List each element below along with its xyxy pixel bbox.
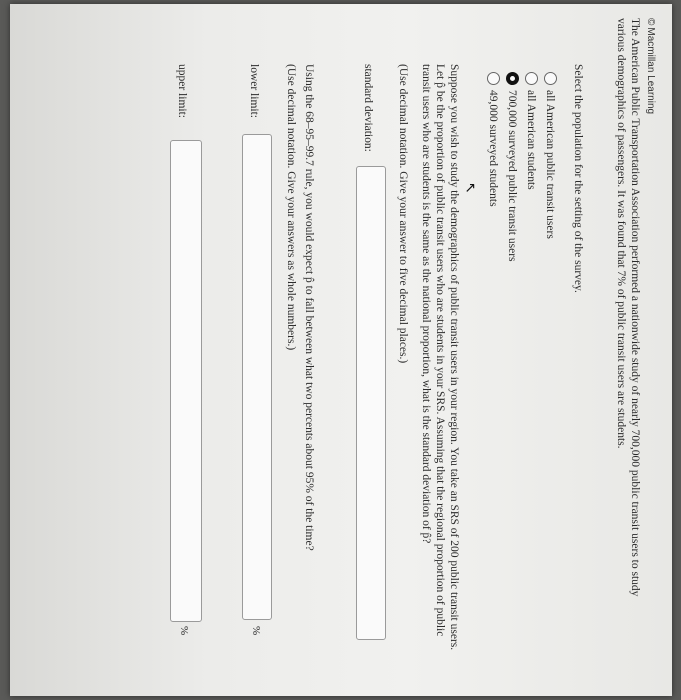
- upper-limit-label: upper limit:: [176, 64, 188, 118]
- sd-line-2: Let p̂ be the proportion of public transit users who are students in your SRS. Assuming that the regional proportion of public: [434, 64, 446, 637]
- lower-limit-input[interactable]: [242, 134, 272, 620]
- option-all-american-students[interactable]: [524, 90, 538, 190]
- photographed-screen: [10, 4, 672, 696]
- option-700000-surveyed-users[interactable]: [505, 90, 519, 262]
- sd-line-1: Suppose you wish to study the demographics of public transit users in your region. You take an SRS of 200 public transit users.: [448, 64, 460, 651]
- option-label: all American students: [525, 90, 537, 190]
- intro-line-2: various demographics of passengers. It was found that 7% of public transit users are students.: [615, 18, 627, 449]
- upper-limit-unit: %: [178, 626, 190, 636]
- macmillan-logo-icon: ©: [645, 18, 656, 26]
- brand-name: Macmillan Learning: [645, 27, 656, 115]
- rule-note: (Use decimal notation. Give your answers as whole numbers.): [285, 64, 297, 351]
- lower-limit-unit: %: [250, 626, 262, 636]
- option-label: 49,000 surveyed students: [487, 90, 499, 207]
- rule-prompt: Using the 68–95–99.7 rule, you would expect p̂ to fall between what two percents about 95% of the time?: [303, 64, 315, 551]
- option-all-american-public-transit-users[interactable]: [543, 90, 557, 239]
- radio-button[interactable]: [487, 72, 500, 85]
- lower-limit-label: lower limit:: [248, 64, 260, 118]
- intro-paragraph: [614, 18, 642, 596]
- option-label: all American public transit users: [544, 90, 556, 239]
- option-49000-surveyed-students[interactable]: [486, 90, 500, 207]
- option-label: 700,000 surveyed public transit users: [506, 90, 518, 262]
- sd-note: (Use decimal notation. Give your answer to five decimal places.): [397, 64, 409, 364]
- brand-header: [645, 18, 656, 114]
- sd-input[interactable]: [356, 166, 386, 640]
- sd-label: standard deviation:: [362, 64, 374, 152]
- sd-question-text: [419, 64, 461, 650]
- mouse-pointer-icon: ↖: [462, 182, 477, 194]
- radio-button-selected[interactable]: [506, 72, 519, 85]
- upper-limit-input[interactable]: [170, 140, 202, 622]
- assignment-frame: [10, 4, 672, 696]
- population-prompt: Select the population for the setting of the survey.: [572, 64, 584, 293]
- sd-line-3: transit users who are students is the same as the national proportion, what is the standard deviation of p̂?: [420, 64, 432, 544]
- radio-button[interactable]: [544, 72, 557, 85]
- intro-line-1: The American Public Transportation Association performed a nationwide study of nearly 700,000 public transit users to study: [629, 18, 641, 597]
- radio-button[interactable]: [525, 72, 538, 85]
